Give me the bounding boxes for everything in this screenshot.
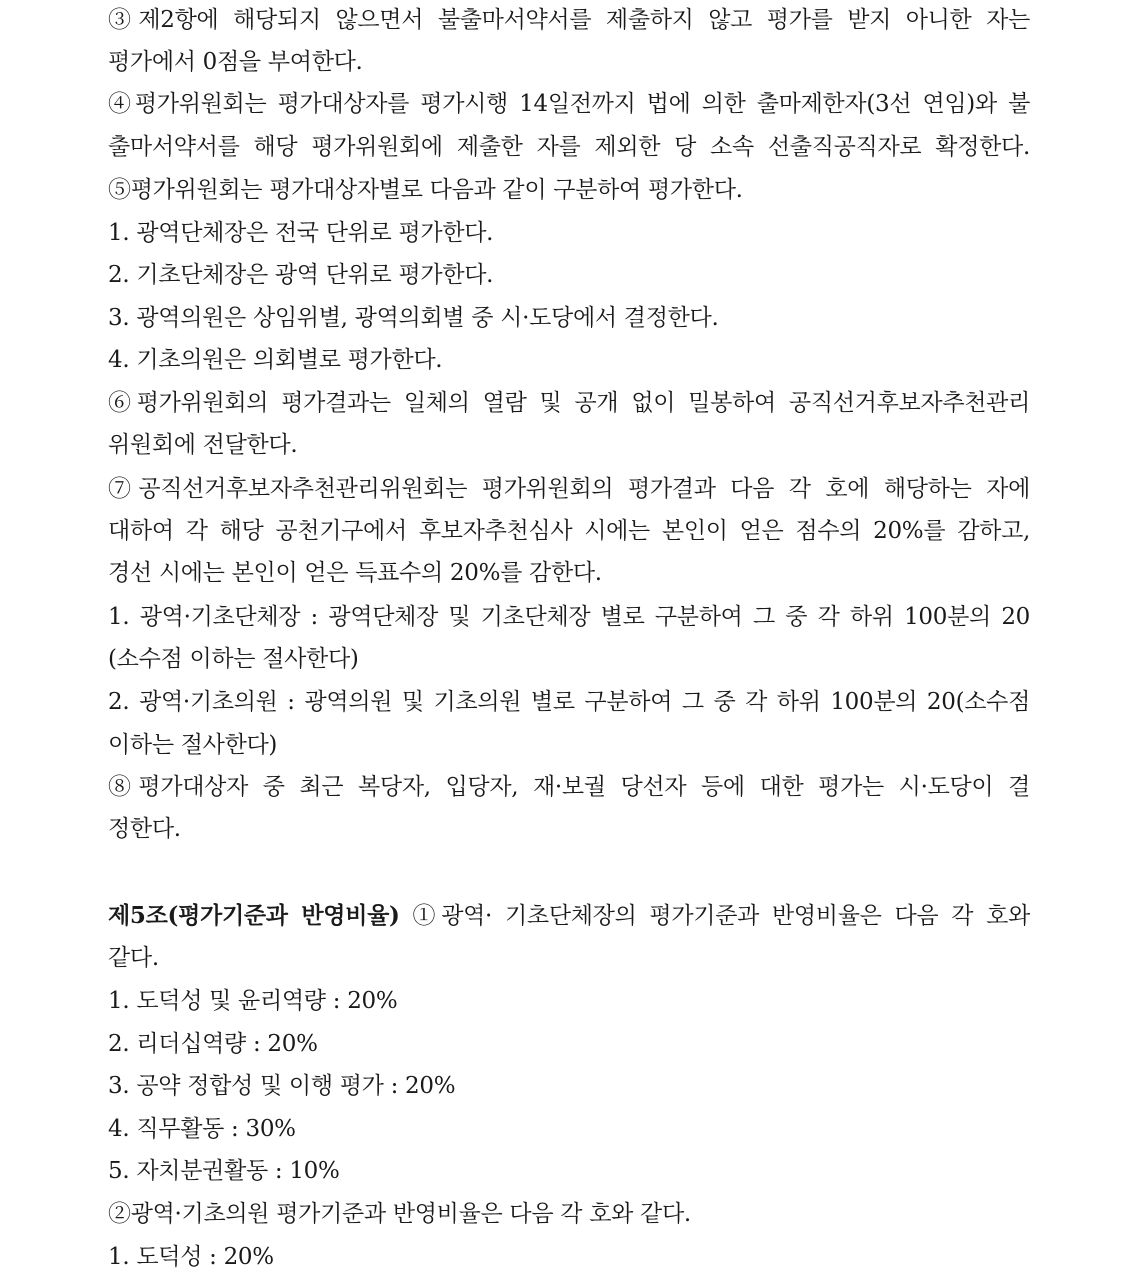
clause-6-line-1: ⑥평가위원회의 평가결과는 일체의 열람 및 공개 없이 밀봉하여 공직선거후보자추천관리: [108, 390, 1030, 416]
clause-5-sub-1: 1. 광역단체장은 전국 단위로 평가한다.: [108, 220, 494, 246]
clause-5-line-1: ⑤평가위원회는 평가대상자별로 다음과 같이 구분하여 평가한다.: [108, 177, 743, 203]
clause-5-sub-2: 2. 기초단체장은 광역 단위로 평가한다.: [108, 262, 494, 288]
clause-4-line-1: ④평가위원회는 평가대상자를 평가시행 14일전까지 법에 의한 출마제한자(3선 연임)와 불: [108, 91, 1030, 117]
clause-8-line-2: 정한다.: [108, 816, 181, 842]
article-5-clause-2-sub-1: 1. 도덕성 : 20%: [108, 1244, 274, 1270]
clause-7-sub-1-line-2: (소수점 이하는 절사한다): [108, 646, 359, 672]
article-5-heading: 제5조(평가기준과 반영비율): [108, 902, 400, 929]
clause-3-line-1: ③제2항에 해당되지 않으면서 불출마서약서를 제출하지 않고 평가를 받지 아니한 자는: [108, 7, 1030, 33]
article-5-clause-1-text: ①광역· 기초단체장의 평가기준과 반영비율은 다음 각 호와: [399, 903, 1030, 929]
article-5-sub-5: 5. 자치분권활동 : 10%: [108, 1158, 340, 1184]
article-5-sub-2: 2. 리더십역량 : 20%: [108, 1031, 318, 1057]
clause-5-sub-3: 3. 광역의원은 상임위별, 광역의회별 중 시·도당에서 결정한다.: [108, 305, 719, 331]
clause-7-sub-1-line-1: 1. 광역·기초단체장 : 광역단체장 및 기초단체장 별로 구분하여 그 중 각 하위 100분의 20: [108, 604, 1030, 630]
clause-5-sub-4: 4. 기초의원은 의회별로 평가한다.: [108, 347, 443, 373]
clause-8-line-1: ⑧평가대상자 중 최근 복당자, 입당자, 재·보궐 당선자 등에 대한 평가는 시·도당이 결: [108, 774, 1030, 800]
clause-3-line-2: 평가에서 0점을 부여한다.: [108, 49, 363, 75]
article-5-clause-2-line-1: ②광역·기초의원 평가기준과 반영비율은 다음 각 호와 같다.: [108, 1201, 691, 1227]
clause-7-sub-2-line-2: 이하는 절사한다): [108, 732, 278, 758]
clause-7-sub-2-line-1: 2. 광역·기초의원 : 광역의원 및 기초의원 별로 구분하여 그 중 각 하위 100분의 20(소수점: [108, 689, 1030, 715]
clause-7-line-1: ⑦공직선거후보자추천관리위원회는 평가위원회의 평가결과 다음 각 호에 해당하는 자에: [108, 476, 1030, 502]
article-5-line-2: 같다.: [108, 945, 159, 971]
article-5-sub-3: 3. 공약 정합성 및 이행 평가 : 20%: [108, 1073, 456, 1099]
article-5-sub-4: 4. 직무활동 : 30%: [108, 1116, 296, 1142]
article-5-sub-1: 1. 도덕성 및 윤리역량 : 20%: [108, 988, 398, 1014]
clause-6-line-2: 위원회에 전달한다.: [108, 432, 298, 458]
article-5-line-1: [108, 896, 1030, 936]
clause-7-line-3: 경선 시에는 본인이 얻은 득표수의 20%를 감한다.: [108, 560, 602, 586]
clause-7-line-2: 대하여 각 해당 공천기구에서 후보자추천심사 시에는 본인이 얻은 점수의 20%를 감하고,: [108, 518, 1030, 544]
clause-4-line-2: 출마서약서를 해당 평가위원회에 제출한 자를 제외한 당 소속 선출직공직자로 확정한다.: [108, 134, 1030, 160]
